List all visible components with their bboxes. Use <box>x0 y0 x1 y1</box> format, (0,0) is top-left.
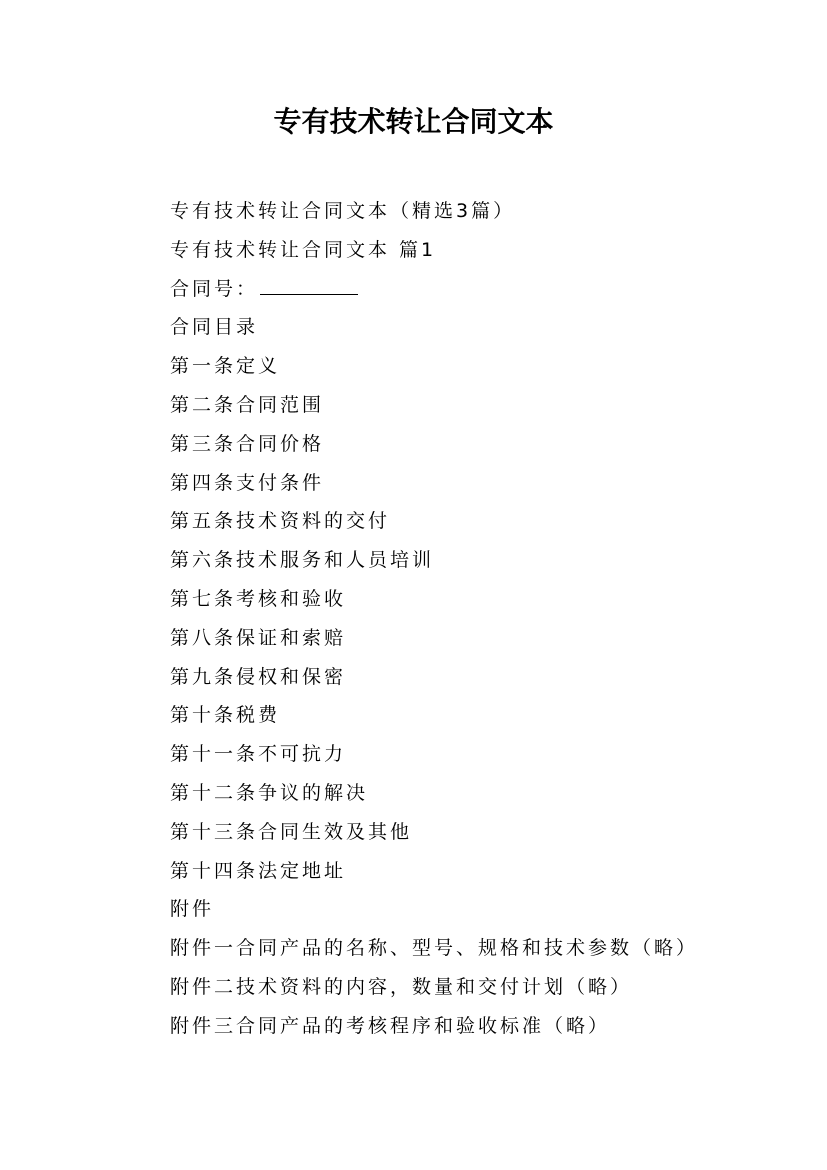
appendix-item: 附件一合同产品的名称、型号、规格和技术参数（略） <box>170 937 699 960</box>
appendix-item: 附件三合同产品的考核程序和验收标准（略） <box>170 1014 611 1037</box>
contents-item: 第十一条不可抗力 <box>170 743 347 766</box>
document-body <box>170 192 790 1046</box>
collection-heading: 专有技术转让合同文本（精选3篇） <box>170 200 516 222</box>
contents-item: 第八条保证和索赔 <box>170 626 347 649</box>
document-title: 专有技术转让合同文本 <box>273 105 554 138</box>
contents-item: 第一条定义 <box>170 355 281 378</box>
contents-item: 第十条税费 <box>170 704 281 727</box>
contents-item: 第三条合同价格 <box>170 432 325 455</box>
contents-item: 第二条合同范围 <box>170 393 325 416</box>
contract-number-blank <box>260 276 358 295</box>
contract-number-label: 合同号： <box>170 277 259 300</box>
contract-number-line <box>170 270 790 309</box>
contents-item: 第六条技术服务和人员培训 <box>170 549 435 572</box>
contents-item: 第七条考核和验收 <box>170 587 347 610</box>
section-heading: 专有技术转让合同文本 篇1 <box>170 238 437 261</box>
contents-item: 第十三条合同生效及其他 <box>170 820 413 843</box>
contents-item: 第十二条争议的解决 <box>170 781 369 804</box>
contents-heading: 合同目录 <box>170 316 259 339</box>
appendix-item: 附件二技术资料的内容，数量和交付计划（略） <box>170 975 633 998</box>
contents-item: 第九条侵权和保密 <box>170 665 347 688</box>
contents-item: 第十四条法定地址 <box>170 859 347 882</box>
contents-item: 第四条支付条件 <box>170 471 325 494</box>
appendix-heading: 附件 <box>170 898 215 921</box>
contents-item: 第五条技术资料的交付 <box>170 510 391 533</box>
